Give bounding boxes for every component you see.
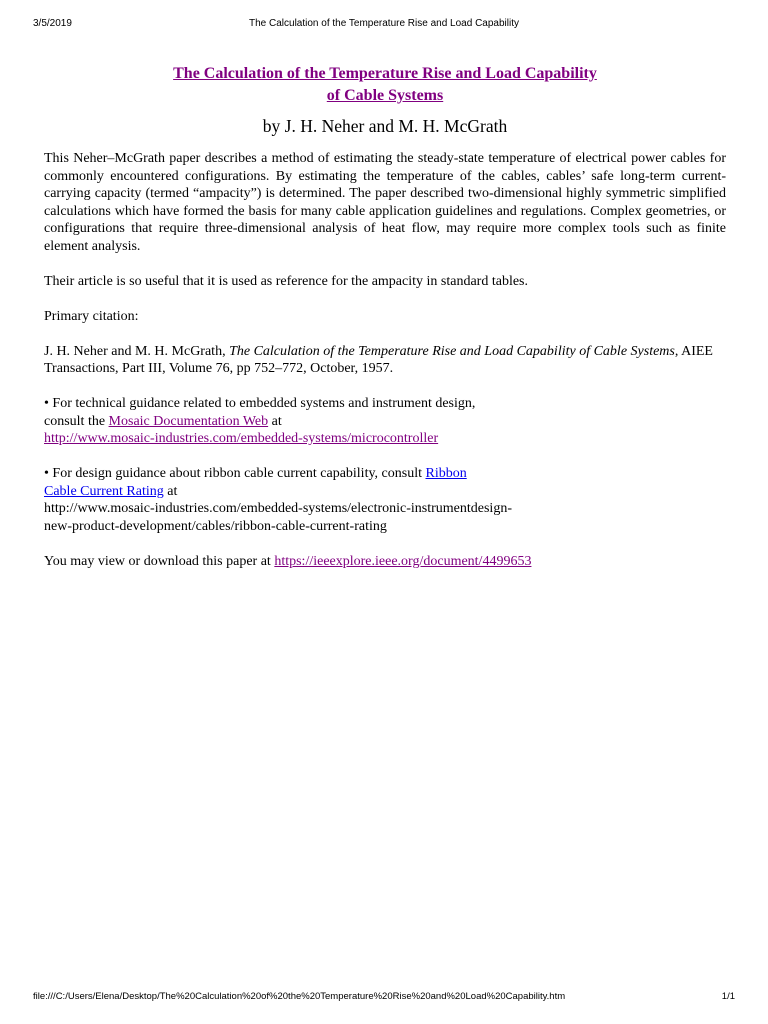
ribbon-link-part1[interactable]: Ribbon [425,466,467,481]
mosaic-documentation-link[interactable]: Mosaic Documentation Web [108,413,269,429]
title-line-1[interactable]: The Calculation of the Temperature Rise and Load Capability [173,65,597,82]
download-text: You may view or download this paper at [44,553,275,569]
citation-details: , AIEE Transactions, Part III, Volume 76, pp 752–772, October, 1957. [44,343,713,376]
print-footer [0,991,768,1005]
ribbon-link-part2[interactable]: Cable Current Rating [44,483,164,499]
print-header [0,18,768,32]
citation-paragraph [44,343,726,378]
file-path: file:///C:/Users/Elena/Desktop/The%20Calculation%20of%20the%20Temperature%20Rise%20and%20Load%20Capability.htm [33,991,566,1002]
bullet-ribbon-cable [44,465,726,535]
usefulness-paragraph: Their article is so useful that it is used as reference for the ampacity in standard tables. [44,273,528,289]
ribbon-url-line1: http://www.mosaic-industries.com/embedded-systems/electronic-instrumentdesign- [44,501,512,516]
bullet1-consult: consult the [44,413,109,429]
title-line-2[interactable]: of Cable Systems [326,87,444,104]
abstract-paragraph: This Neher–McGrath paper describes a method of estimating the steady-state temperature of electrical power cables for commonly encountered configurations. By estimating the temperature of the cables, cables’ safe long-term current-carrying capacity (termed “ampacity”) is determined. The paper described two-dimensional highly symmetric simplified calculations which have formed the basis for many cable application guidelines and regulations. Complex geometries, or configurations that require three-dimensional analysis of heat flow, may require more complex tools such as finite element analysis. [44,151,726,254]
ribbon-url-line2: new-product-development/cables/ribbon-cable-current-rating [44,518,387,534]
ieee-download-link[interactable]: https://ieeexplore.ieee.org/document/4499653 [274,553,532,569]
citation-title: The Calculation of the Temperature Rise and Load Capability of Cable Systems [229,343,675,359]
print-title: The Calculation of the Temperature Rise and Load Capability [249,18,519,29]
bullet2-text: • For design guidance about ribbon cable current capability, consult [44,466,426,481]
bullet-technical-guidance [44,395,726,448]
document-title[interactable] [44,63,726,107]
download-paragraph [44,553,726,571]
citation-authors: J. H. Neher and M. H. McGrath, [44,343,230,359]
microcontroller-url-link[interactable]: http://www.mosaic-industries.com/embedded-systems/microcontroller [44,431,439,446]
bullet2-at: at [163,483,178,499]
document-body [44,63,726,570]
citation-label: Primary citation: [44,308,139,324]
bullet1-text: • For technical guidance related to embedded systems and instrument design, [44,396,476,411]
bullet1-at: at [268,413,282,429]
byline: by J. H. Neher and M. H. McGrath [262,116,508,136]
print-date: 3/5/2019 [33,18,72,29]
page-number: 1/1 [721,991,735,1002]
